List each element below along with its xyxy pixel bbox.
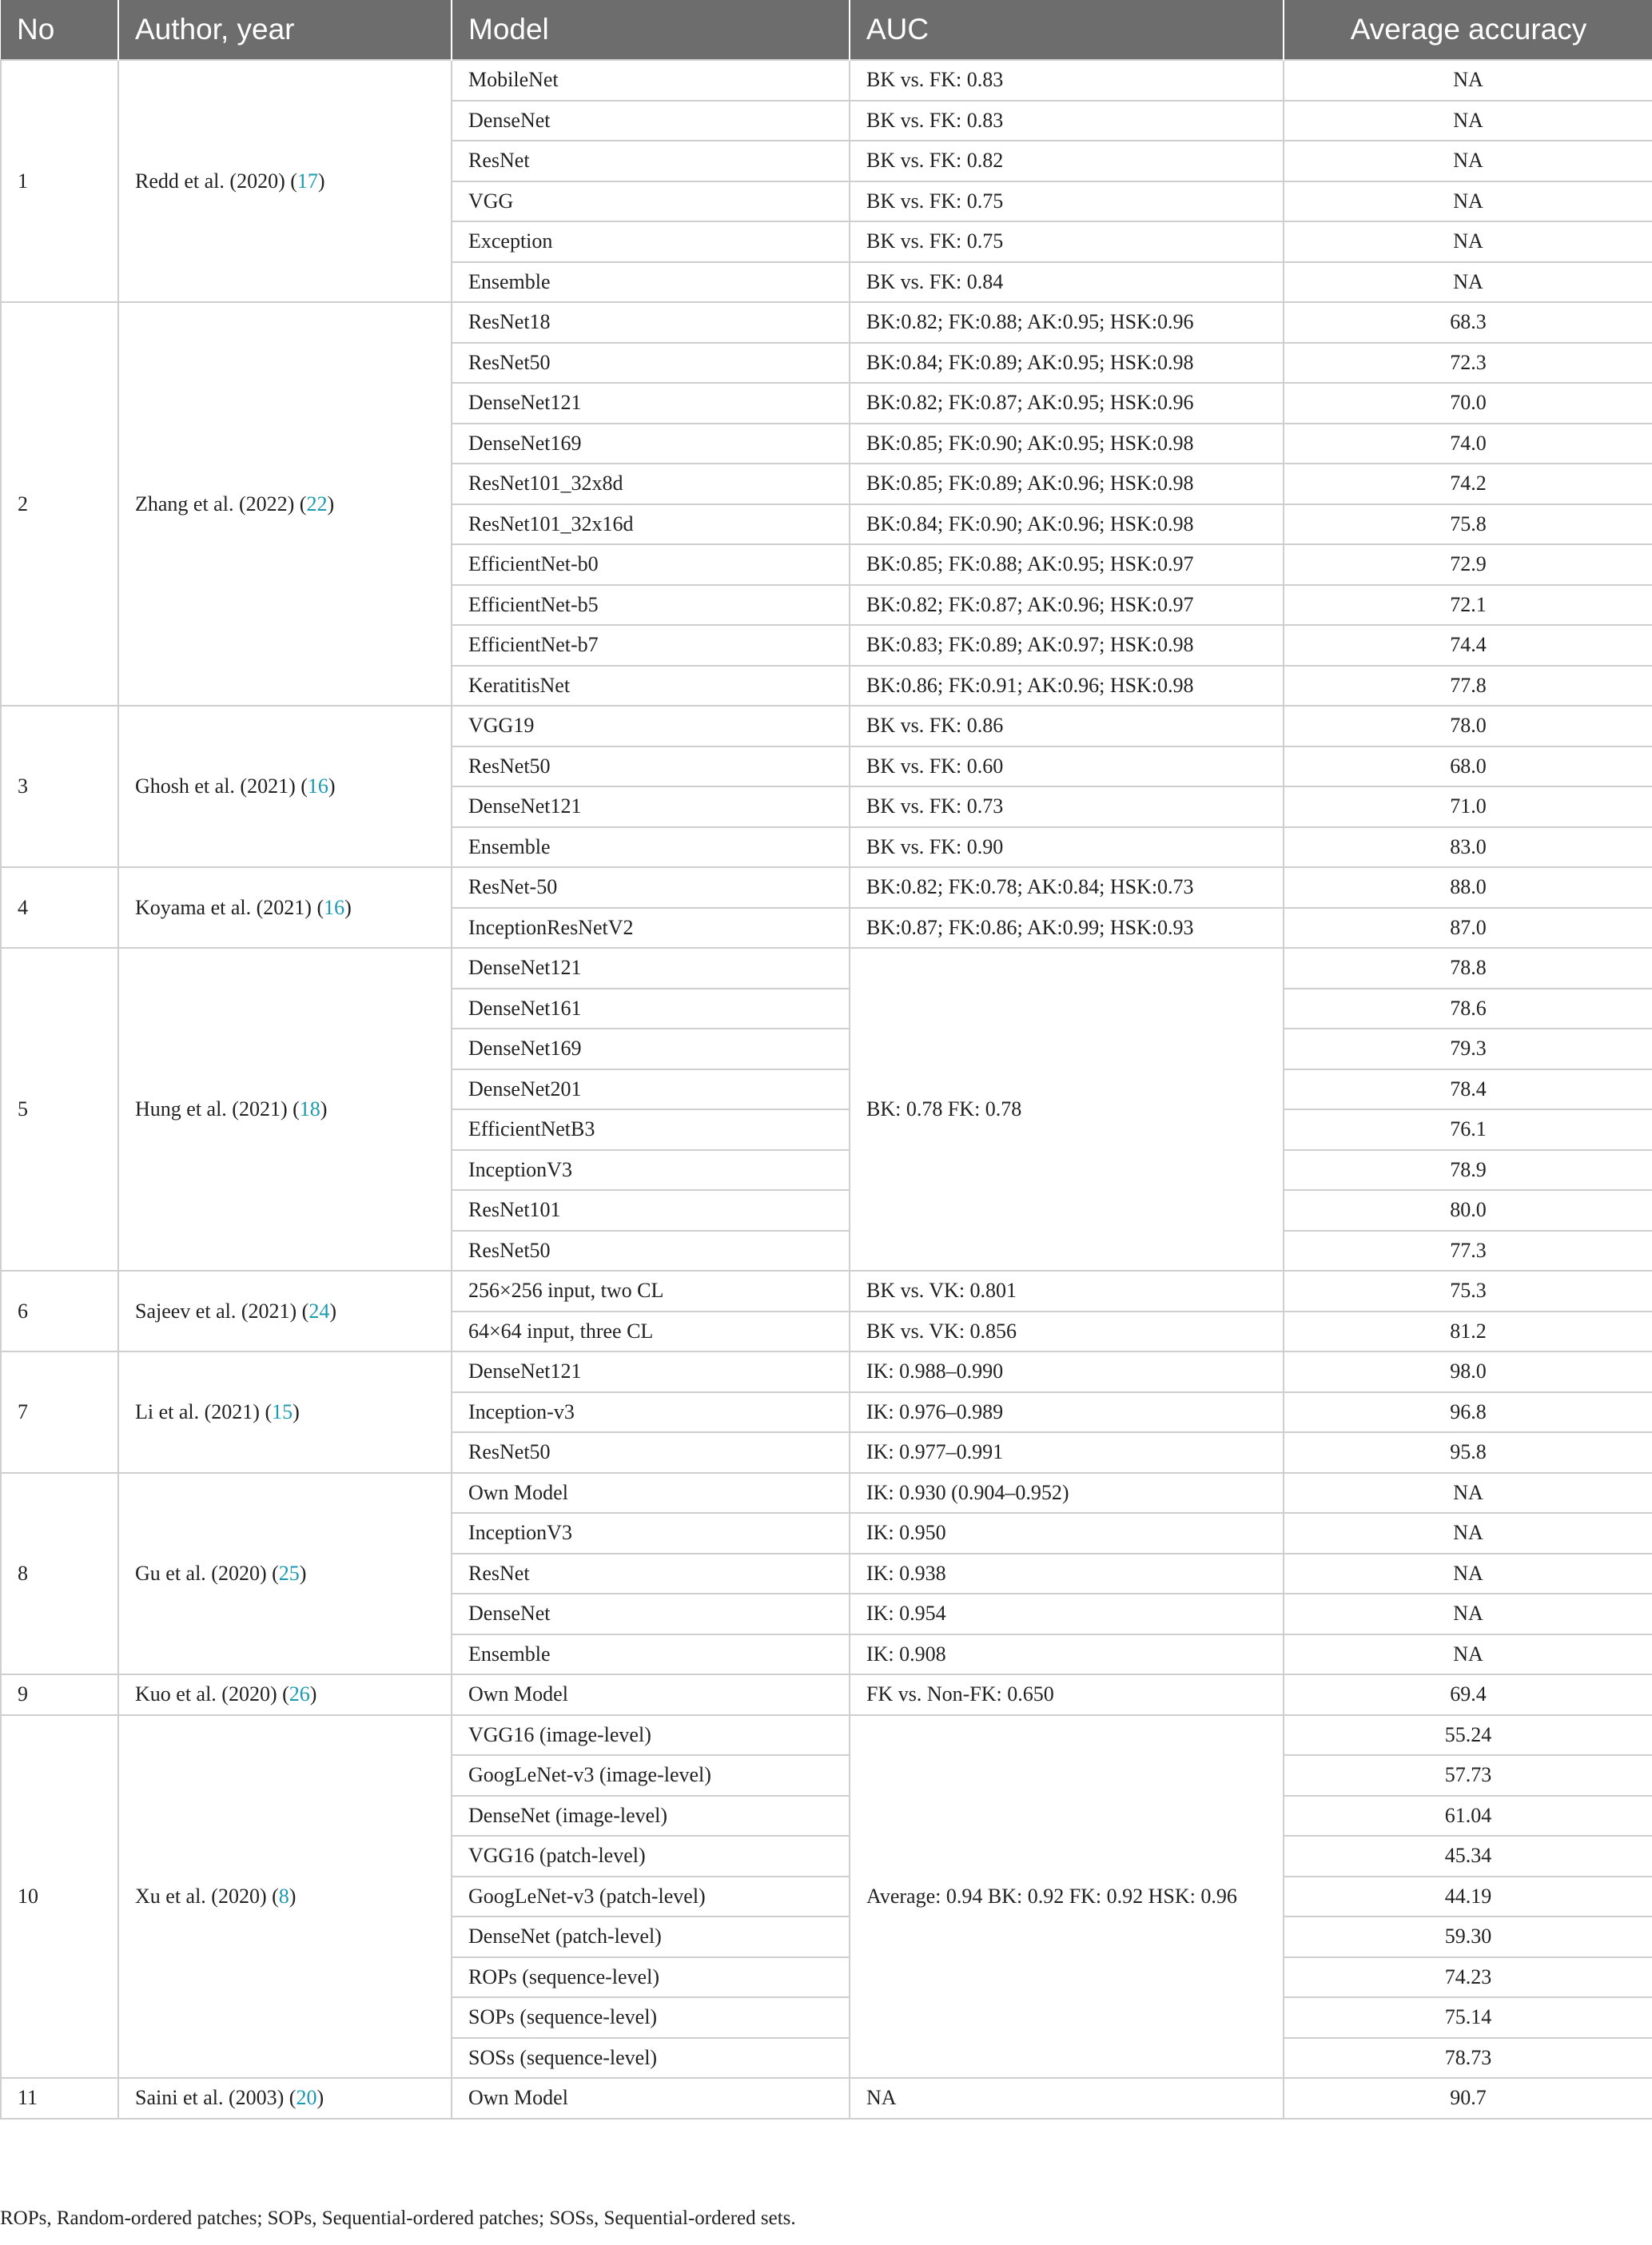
cell-auc: BK vs. FK: 0.82 (850, 141, 1284, 181)
cell-auc: BK: 0.78 FK: 0.78 (850, 948, 1284, 1271)
author-name: Gu et al. (2020) (135, 1561, 267, 1585)
cell-model: SOSs (sequence-level) (452, 2038, 850, 2079)
cell-accuracy: 68.0 (1284, 746, 1652, 787)
cell-model: Ensemble (452, 262, 850, 303)
table-row (1, 867, 1652, 908)
cell-model: DenseNet121 (452, 948, 850, 989)
cell-no: 4 (1, 867, 118, 948)
reference-link[interactable]: 26 (289, 1682, 310, 1706)
cell-model: Exception (452, 221, 850, 262)
author-name: Koyama et al. (2021) (135, 895, 312, 919)
cell-accuracy: 95.8 (1284, 1432, 1652, 1473)
cell-accuracy: 87.0 (1284, 908, 1652, 949)
cell-no: 11 (1, 2078, 118, 2119)
cell-auc: IK: 0.950 (850, 1513, 1284, 1554)
author-name: Redd et al. (2020) (135, 169, 285, 193)
cell-model: ResNet50 (452, 1432, 850, 1473)
cell-accuracy: 96.8 (1284, 1392, 1652, 1433)
cell-model: DenseNet121 (452, 786, 850, 827)
cell-model: DenseNet169 (452, 424, 850, 464)
cell-model: Ensemble (452, 1634, 850, 1675)
reference-link[interactable]: 18 (299, 1097, 320, 1121)
cell-author: Hung et al. (2021) (18) (118, 948, 452, 1271)
col-header-no: No (1, 0, 118, 60)
cell-auc: IK: 0.938 (850, 1554, 1284, 1594)
cell-auc: FK vs. Non-FK: 0.650 (850, 1674, 1284, 1715)
cell-auc: BK vs. FK: 0.84 (850, 262, 1284, 303)
cell-accuracy: NA (1284, 141, 1652, 181)
cell-author: Saini et al. (2003) (20) (118, 2078, 452, 2119)
cell-model: DenseNet201 (452, 1069, 850, 1110)
cell-auc: BK vs. FK: 0.86 (850, 706, 1284, 746)
cell-model: ResNet101 (452, 1190, 850, 1231)
cell-accuracy: NA (1284, 101, 1652, 141)
cell-auc: BK:0.87; FK:0.86; AK:0.99; HSK:0.93 (850, 908, 1284, 949)
cell-model: DenseNet169 (452, 1029, 850, 1069)
author-name: Xu et al. (2020) (135, 1884, 267, 1908)
cell-accuracy: NA (1284, 1554, 1652, 1594)
cell-accuracy: 75.8 (1284, 504, 1652, 545)
cell-auc: BK vs. FK: 0.83 (850, 101, 1284, 141)
cell-model: SOPs (sequence-level) (452, 1997, 850, 2038)
cell-accuracy: 61.04 (1284, 1796, 1652, 1837)
cell-model: InceptionV3 (452, 1150, 850, 1191)
cell-model: 256×256 input, two CL (452, 1271, 850, 1312)
cell-model: DenseNet (patch-level) (452, 1917, 850, 1957)
table-row (1, 1271, 1652, 1312)
cell-model: GoogLeNet-v3 (image-level) (452, 1755, 850, 1796)
cell-model: ResNet18 (452, 302, 850, 343)
col-header-author: Author, year (118, 0, 452, 60)
reference-link[interactable]: 20 (296, 2086, 317, 2110)
cell-no: 6 (1, 1271, 118, 1351)
cell-auc: NA (850, 2078, 1284, 2119)
cell-model: Own Model (452, 1674, 850, 1715)
cell-accuracy: 77.3 (1284, 1231, 1652, 1272)
cell-accuracy: 72.1 (1284, 585, 1652, 626)
cell-auc: BK:0.82; FK:0.78; AK:0.84; HSK:0.73 (850, 867, 1284, 908)
cell-accuracy: NA (1284, 1634, 1652, 1675)
col-header-accuracy: Average accuracy (1284, 0, 1652, 60)
cell-accuracy: 78.73 (1284, 2038, 1652, 2079)
cell-accuracy: NA (1284, 181, 1652, 222)
col-header-auc: AUC (850, 0, 1284, 60)
cell-model: DenseNet121 (452, 383, 850, 424)
cell-accuracy: 75.14 (1284, 1997, 1652, 2038)
cell-auc: IK: 0.977–0.991 (850, 1432, 1284, 1473)
cell-accuracy: 74.0 (1284, 424, 1652, 464)
cell-auc: BK vs. FK: 0.75 (850, 221, 1284, 262)
table-row (1, 1473, 1652, 1514)
cell-author: Koyama et al. (2021) (16) (118, 867, 452, 948)
reference-link[interactable]: 16 (324, 895, 345, 919)
table-row (1, 948, 1652, 989)
cell-author: Li et al. (2021) (15) (118, 1351, 452, 1473)
cell-model: VGG16 (image-level) (452, 1715, 850, 1756)
cell-accuracy: 88.0 (1284, 867, 1652, 908)
cell-auc: BK vs. FK: 0.90 (850, 827, 1284, 868)
cell-model: 64×64 input, three CL (452, 1312, 850, 1352)
cell-auc: BK:0.82; FK:0.87; AK:0.96; HSK:0.97 (850, 585, 1284, 626)
cell-auc: BK:0.84; FK:0.89; AK:0.95; HSK:0.98 (850, 343, 1284, 384)
cell-model: DenseNet161 (452, 989, 850, 1029)
cell-model: EfficientNet-b7 (452, 625, 850, 666)
cell-model: ResNet101_32x8d (452, 464, 850, 504)
cell-accuracy: 70.0 (1284, 383, 1652, 424)
cell-accuracy: 57.73 (1284, 1755, 1652, 1796)
table-row (1, 1715, 1652, 1756)
cell-author: Sajeev et al. (2021) (24) (118, 1271, 452, 1351)
cell-no: 9 (1, 1674, 118, 1715)
author-name: Saini et al. (2003) (135, 2086, 285, 2110)
col-header-model: Model (452, 0, 850, 60)
cell-auc: IK: 0.976–0.989 (850, 1392, 1284, 1433)
cell-auc: IK: 0.908 (850, 1634, 1284, 1675)
cell-auc: BK:0.85; FK:0.89; AK:0.96; HSK:0.98 (850, 464, 1284, 504)
cell-model: ROPs (sequence-level) (452, 1957, 850, 1998)
header-row (1, 0, 1652, 60)
cell-accuracy: 44.19 (1284, 1877, 1652, 1917)
cell-author: Redd et al. (2020) (17) (118, 60, 452, 302)
cell-model: Own Model (452, 1473, 850, 1514)
cell-accuracy: 68.3 (1284, 302, 1652, 343)
cell-model: ResNet-50 (452, 867, 850, 908)
cell-auc: BK:0.82; FK:0.88; AK:0.95; HSK:0.96 (850, 302, 1284, 343)
reference-link[interactable]: 15 (272, 1399, 293, 1423)
cell-model: EfficientNetB3 (452, 1109, 850, 1150)
cell-model: DenseNet (452, 1594, 850, 1634)
cell-auc: IK: 0.930 (0.904–0.952) (850, 1473, 1284, 1514)
cell-model: ResNet50 (452, 746, 850, 787)
cell-accuracy: 59.30 (1284, 1917, 1652, 1957)
cell-author: Xu et al. (2020) (8) (118, 1715, 452, 2079)
cell-accuracy: 78.8 (1284, 948, 1652, 989)
cell-no: 8 (1, 1473, 118, 1675)
cell-accuracy: 71.0 (1284, 786, 1652, 827)
author-name: Hung et al. (2021) (135, 1097, 288, 1121)
cell-auc: BK:0.86; FK:0.91; AK:0.96; HSK:0.98 (850, 666, 1284, 707)
table-row (1, 2078, 1652, 2119)
cell-accuracy: 78.9 (1284, 1150, 1652, 1191)
author-name: Ghosh et al. (2021) (135, 774, 296, 798)
cell-auc: BK:0.83; FK:0.89; AK:0.97; HSK:0.98 (850, 625, 1284, 666)
cell-auc: IK: 0.988–0.990 (850, 1351, 1284, 1392)
cell-auc: BK:0.85; FK:0.88; AK:0.95; HSK:0.97 (850, 544, 1284, 585)
table-row (1, 60, 1652, 101)
cell-auc: BK vs. VK: 0.801 (850, 1271, 1284, 1312)
cell-no: 5 (1, 948, 118, 1271)
table-row (1, 1351, 1652, 1392)
cell-accuracy: 72.9 (1284, 544, 1652, 585)
cell-no: 2 (1, 302, 118, 706)
cell-no: 10 (1, 1715, 118, 2079)
cell-accuracy: NA (1284, 60, 1652, 101)
cell-model: DenseNet (452, 101, 850, 141)
author-name: Li et al. (2021) (135, 1399, 260, 1423)
author-name: Kuo et al. (2020) (135, 1682, 277, 1706)
cell-accuracy: 98.0 (1284, 1351, 1652, 1392)
cell-no: 3 (1, 706, 118, 867)
cell-model: Own Model (452, 2078, 850, 2119)
cell-model: ResNet50 (452, 1231, 850, 1272)
cell-author: Ghosh et al. (2021) (16) (118, 706, 452, 867)
cell-auc: Average: 0.94 BK: 0.92 FK: 0.92 HSK: 0.96 (850, 1715, 1284, 2079)
cell-model: ResNet (452, 141, 850, 181)
cell-model: InceptionV3 (452, 1513, 850, 1554)
reference-link[interactable]: 16 (307, 774, 328, 798)
cell-model: ResNet101_32x16d (452, 504, 850, 545)
cell-model: DenseNet121 (452, 1351, 850, 1392)
cell-accuracy: NA (1284, 1473, 1652, 1514)
reference-link[interactable]: 17 (297, 169, 318, 193)
cell-accuracy: 74.4 (1284, 625, 1652, 666)
cell-model: KeratitisNet (452, 666, 850, 707)
cell-model: DenseNet (image-level) (452, 1796, 850, 1837)
table-row (1, 302, 1652, 343)
cell-model: VGG19 (452, 706, 850, 746)
cell-accuracy: NA (1284, 221, 1652, 262)
cell-auc: BK vs. FK: 0.73 (850, 786, 1284, 827)
cell-accuracy: NA (1284, 1513, 1652, 1554)
cell-accuracy: 74.2 (1284, 464, 1652, 504)
cell-model: MobileNet (452, 60, 850, 101)
cell-accuracy: 78.6 (1284, 989, 1652, 1029)
cell-auc: BK:0.82; FK:0.87; AK:0.95; HSK:0.96 (850, 383, 1284, 424)
cell-no: 7 (1, 1351, 118, 1473)
table-row (1, 706, 1652, 746)
cell-auc: BK:0.84; FK:0.90; AK:0.96; HSK:0.98 (850, 504, 1284, 545)
cell-accuracy: NA (1284, 262, 1652, 303)
reference-link[interactable]: 25 (278, 1561, 300, 1585)
cell-auc: BK:0.85; FK:0.90; AK:0.95; HSK:0.98 (850, 424, 1284, 464)
cell-auc: IK: 0.954 (850, 1594, 1284, 1634)
reference-link[interactable]: 22 (306, 492, 328, 515)
cell-auc: BK vs. VK: 0.856 (850, 1312, 1284, 1352)
cell-auc: BK vs. FK: 0.60 (850, 746, 1284, 787)
footnote: ROPs, Random-ordered patches; SOPs, Sequential-ordered patches; SOSs, Sequential-ordered sets. (0, 2207, 796, 2229)
cell-accuracy: 69.4 (1284, 1674, 1652, 1715)
cell-no: 1 (1, 60, 118, 302)
cell-accuracy: 78.4 (1284, 1069, 1652, 1110)
table-body (1, 60, 1652, 2119)
table-row (1, 1674, 1652, 1715)
cell-author: Zhang et al. (2022) (22) (118, 302, 452, 706)
cell-auc: BK vs. FK: 0.75 (850, 181, 1284, 222)
cell-accuracy: 81.2 (1284, 1312, 1652, 1352)
cell-accuracy: 45.34 (1284, 1836, 1652, 1877)
cell-model: EfficientNet-b5 (452, 585, 850, 626)
cell-model: ResNet (452, 1554, 850, 1594)
cell-accuracy: 78.0 (1284, 706, 1652, 746)
cell-accuracy: 80.0 (1284, 1190, 1652, 1231)
cell-model: InceptionResNetV2 (452, 908, 850, 949)
cell-accuracy: 74.23 (1284, 1957, 1652, 1998)
cell-accuracy: 72.3 (1284, 343, 1652, 384)
cell-model: Ensemble (452, 827, 850, 868)
cell-accuracy: 75.3 (1284, 1271, 1652, 1312)
cell-auc: BK vs. FK: 0.83 (850, 60, 1284, 101)
cell-model: VGG16 (patch-level) (452, 1836, 850, 1877)
cell-author: Kuo et al. (2020) (26) (118, 1674, 452, 1715)
cell-accuracy: NA (1284, 1594, 1652, 1634)
author-name: Zhang et al. (2022) (135, 492, 295, 515)
author-name: Sajeev et al. (2021) (135, 1299, 297, 1323)
cell-model: VGG (452, 181, 850, 222)
reference-link[interactable]: 24 (309, 1299, 330, 1323)
reference-link[interactable]: 8 (278, 1884, 289, 1908)
cell-accuracy: 77.8 (1284, 666, 1652, 707)
cell-accuracy: 76.1 (1284, 1109, 1652, 1150)
cell-model: Inception-v3 (452, 1392, 850, 1433)
cell-author: Gu et al. (2020) (25) (118, 1473, 452, 1675)
cell-accuracy: 90.7 (1284, 2078, 1652, 2119)
cell-accuracy: 83.0 (1284, 827, 1652, 868)
cell-model: ResNet50 (452, 343, 850, 384)
cell-model: EfficientNet-b0 (452, 544, 850, 585)
cell-accuracy: 55.24 (1284, 1715, 1652, 1756)
cell-model: GoogLeNet-v3 (patch-level) (452, 1877, 850, 1917)
cell-accuracy: 79.3 (1284, 1029, 1652, 1069)
